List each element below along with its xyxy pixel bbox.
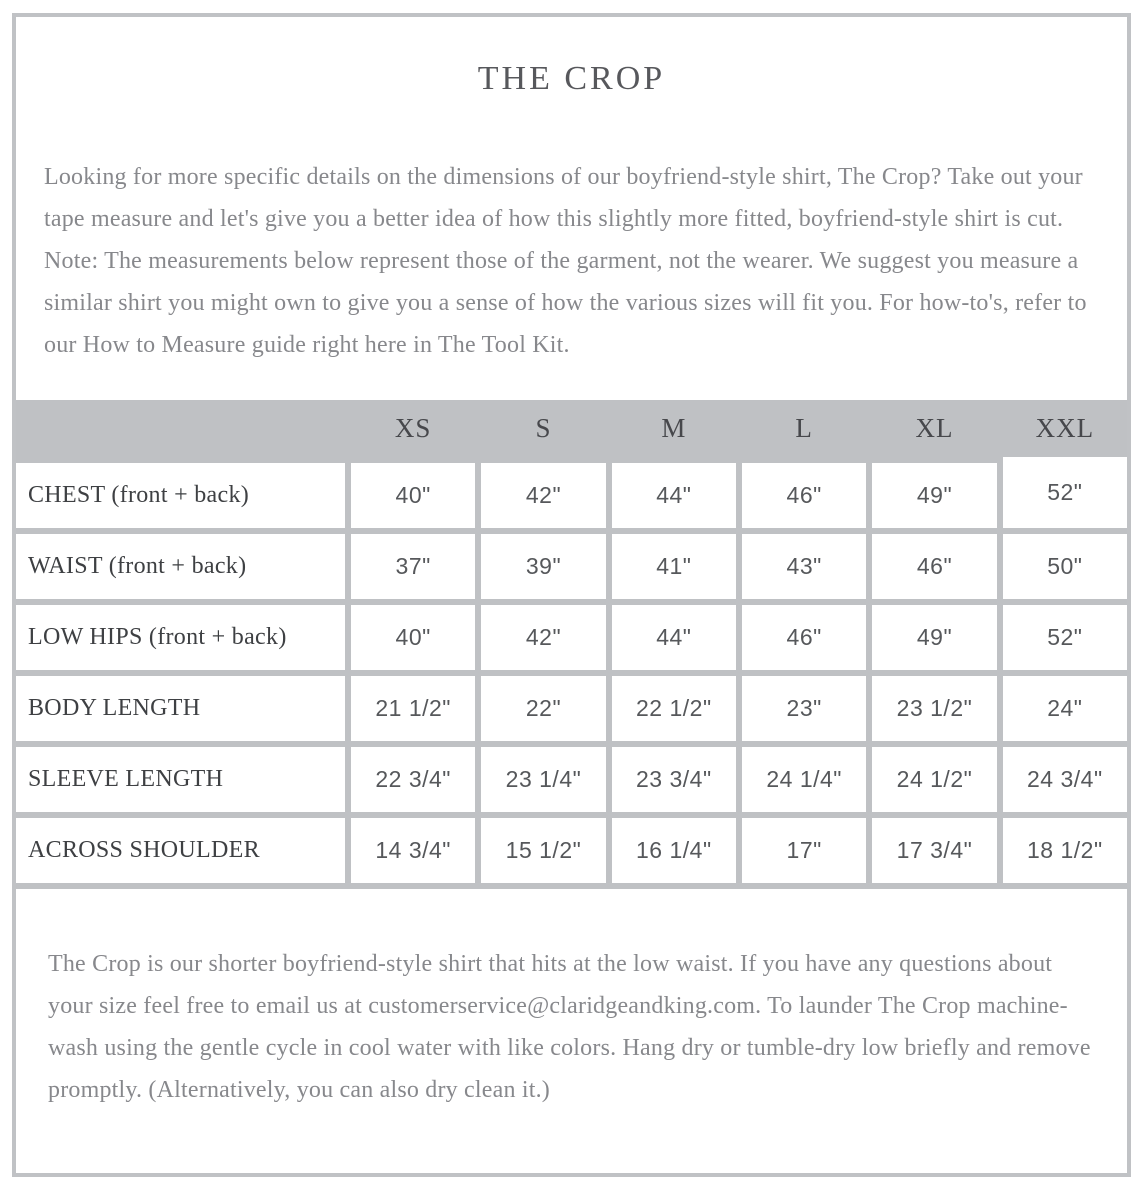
row-label-body-length: BODY LENGTH: [16, 676, 345, 741]
col-header-xxl: XXL: [1035, 413, 1095, 443]
cell-sleeve-length-s: 23 1/4": [481, 747, 605, 812]
col-header-m: M: [661, 413, 687, 443]
cell-chest-xxl: 52": [1003, 457, 1127, 528]
cell-waist-xs: 37": [351, 534, 475, 599]
size-chart-table: [16, 400, 1127, 889]
cell-waist-xxl: 50": [1003, 534, 1127, 599]
cell-across-shoulder-s: 15 1/2": [481, 818, 605, 883]
row-label-sleeve-length: SLEEVE LENGTH: [16, 747, 345, 812]
cell-low-hips-l: 46": [742, 605, 866, 670]
page-title: THE CROP: [477, 60, 666, 97]
cell-body-length-xxl: 24": [1003, 676, 1127, 741]
cell-body-length-s: 22": [481, 676, 605, 741]
care-paragraph: The Crop is our shorter boyfriend-style shirt that hits at the low waist. If you have any questions about your size feel free to email us at customerservice@claridgeandking.com. To launder The Crop machine-wash using the gentle cycle in cool water with like colors. Hang dry or tumble-dry low briefly and remove promptly. (Alternatively, you can also dry clean it.): [48, 951, 1091, 1103]
page-frame: [12, 13, 1131, 1177]
cell-waist-s: 39": [481, 534, 605, 599]
cell-across-shoulder-m: 16 1/4": [612, 818, 736, 883]
cell-across-shoulder-l: 17": [742, 818, 866, 883]
cell-low-hips-xs: 40": [351, 605, 475, 670]
row-label-chest: CHEST (front + back): [16, 463, 345, 528]
cell-chest-l: 46": [742, 463, 866, 528]
cell-across-shoulder-xs: 14 3/4": [351, 818, 475, 883]
cell-chest-xs: 40": [351, 463, 475, 528]
cell-waist-l: 43": [742, 534, 866, 599]
cell-body-length-l: 23": [742, 676, 866, 741]
cell-chest-m: 44": [612, 463, 736, 528]
cell-sleeve-length-xl: 24 1/2": [872, 747, 996, 812]
cell-sleeve-length-m: 23 3/4": [612, 747, 736, 812]
col-header-s: S: [535, 413, 552, 443]
cell-waist-m: 41": [612, 534, 736, 599]
col-header-l: L: [795, 413, 813, 443]
corner-cell: [16, 400, 345, 457]
cell-low-hips-m: 44": [612, 605, 736, 670]
cell-low-hips-xxl: 52": [1003, 605, 1127, 670]
cell-across-shoulder-xl: 17 3/4": [872, 818, 996, 883]
cell-low-hips-xl: 49": [872, 605, 996, 670]
cell-sleeve-length-l: 24 1/4": [742, 747, 866, 812]
cell-low-hips-s: 42": [481, 605, 605, 670]
row-label-low-hips: LOW HIPS (front + back): [16, 605, 345, 670]
cell-body-length-xs: 21 1/2": [351, 676, 475, 741]
col-header-xs: XS: [394, 413, 432, 443]
cell-across-shoulder-xxl: 18 1/2": [1003, 818, 1127, 883]
cell-body-length-xl: 23 1/2": [872, 676, 996, 741]
row-label-waist: WAIST (front + back): [16, 534, 345, 599]
col-header-xl: XL: [915, 413, 954, 443]
cell-chest-s: 42": [481, 463, 605, 528]
intro-paragraph: Looking for more specific details on the dimensions of our boyfriend-style shirt, The Crop? Take out your tape measure and let's give you a better idea of how this slightly more fitted, boyfriend-style shirt is cut. Note: The measurements below represent those of the garment, not the wearer. We suggest you measure a similar shirt you might own to give you a sense of how the various sizes will fit you. For how-to's, refer to our How to Measure guide right here in The Tool Kit.: [44, 164, 1087, 358]
cell-chest-xl: 49": [872, 463, 996, 528]
cell-body-length-m: 22 1/2": [612, 676, 736, 741]
row-label-across-shoulder: ACROSS SHOULDER: [16, 818, 345, 883]
cell-sleeve-length-xxl: 24 3/4": [1003, 747, 1127, 812]
cell-waist-xl: 46": [872, 534, 996, 599]
cell-sleeve-length-xs: 22 3/4": [351, 747, 475, 812]
